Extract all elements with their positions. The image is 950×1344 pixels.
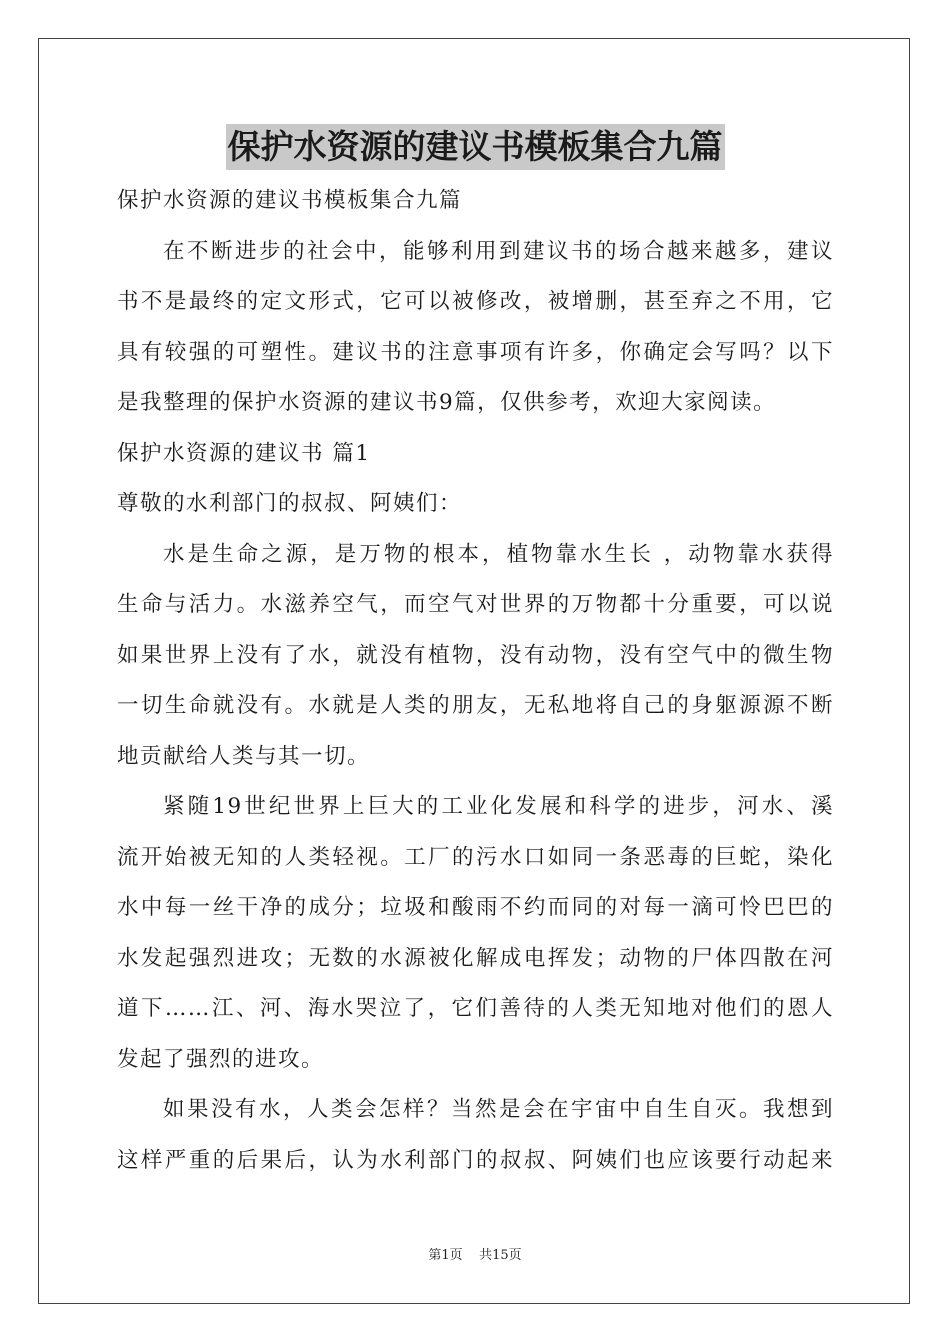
text-line: 水中每一丝干净的成分；垃圾和酸雨不约而同的对每一滴可怜巴巴的 [117, 895, 834, 920]
document-body [117, 176, 834, 1186]
text-line: 生命与活力。水滋养空气，而空气对世界的万物都十分重要，可以说 [117, 592, 834, 617]
text-line: 书不是最终的定文形式，它可以被修改，被增删，甚至弃之不用，它 [117, 289, 834, 314]
text-line: 是我整理的保护水资源的建议书9篇，仅供参考，欢迎大家阅读。 [117, 390, 777, 415]
text-line: 如果没有水，人类会怎样？当然是会在宇宙中自生自灭。我想到 [163, 1097, 834, 1122]
text-line: 水是生命之源，是万物的根本，植物靠水生长 ，动物靠水获得 [163, 541, 834, 567]
document-title: 保护水资源的建议书模板集合九篇 [226, 124, 725, 170]
text-line: 保护水资源的建议书模板集合九篇 [117, 188, 463, 213]
text-line: 一切生命就没有。水就是人类的朋友，无私地将自己的身躯源源不断 [117, 693, 834, 718]
text-line: 水发起强烈进攻；无数的水源被化解成电挥发；动物的尸体四散在河 [117, 945, 834, 971]
text-line: 流开始被无知的人类轻视。工厂的污水口如同一条恶毒的巨蛇，染化 [117, 844, 834, 870]
text-line: 如果世界上没有了水，就没有植物，没有动物，没有空气中的微生物 [117, 642, 834, 668]
text-line: 尊敬的水利部门的叔叔、阿姨们： [117, 491, 463, 516]
text-line: 这样严重的后果后，认为水利部门的叔叔、阿姨们也应该要行动起来 [117, 1147, 834, 1173]
text-line: 道下……江、河、海水哭泣了，它们善待的人类无知地对他们的恩人 [117, 996, 834, 1021]
text-line: 紧随19世纪世界上巨大的工业化发展和科学的进步，河水、溪 [163, 794, 834, 819]
page-footer: 第1页 共15页 [428, 1248, 522, 1263]
text-line: 发起了强烈的进攻。 [117, 1046, 325, 1072]
text-line: 具有较强的可塑性。建议书的注意事项有许多，你确定会写吗？以下 [117, 339, 834, 365]
text-line: 保护水资源的建议书 篇1 [117, 440, 371, 466]
title-container [0, 124, 950, 170]
text-line: 在不断进步的社会中，能够利用到建议书的场合越来越多，建议 [163, 238, 834, 264]
text-line: 地贡献给人类与其一切。 [117, 743, 371, 769]
